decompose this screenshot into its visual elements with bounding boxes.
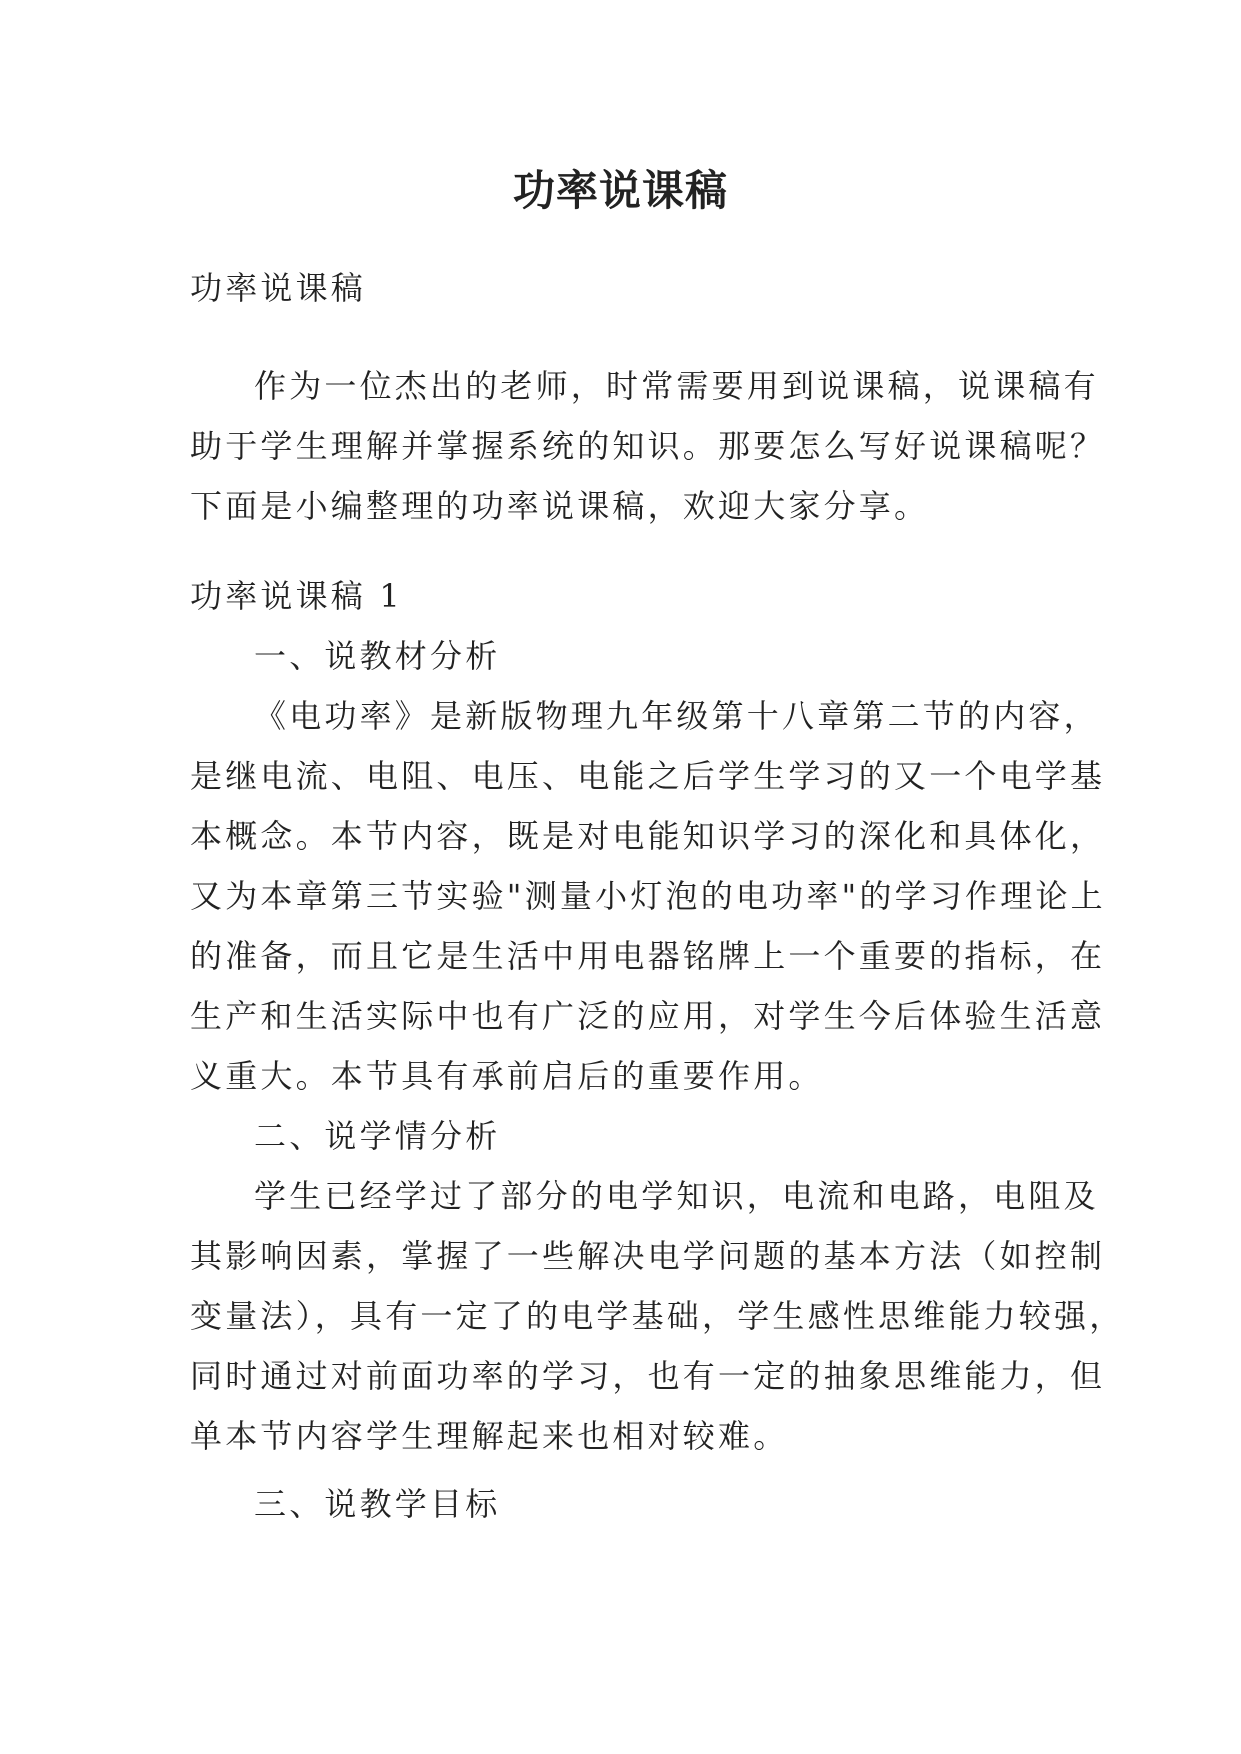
part1-line: 义重大。本节具有承前启后的重要作用。	[190, 1057, 824, 1095]
part1-line: 的准备，而且它是生活中用电器铭牌上一个重要的指标，在	[190, 937, 1106, 975]
part2-line: 其影响因素，掌握了一些解决电学问题的基本方法（如控制	[190, 1237, 1106, 1275]
intro-line: 助于学生理解并掌握系统的知识。那要怎么写好说课稿呢？	[190, 427, 1106, 465]
intro-line: 作为一位杰出的老师，时常需要用到说课稿，说课稿有	[254, 367, 1099, 405]
part1-line: 是继电流、电阻、电压、电能之后学生学习的又一个电学基	[190, 757, 1106, 795]
part2-line: 学生已经学过了部分的电学知识，电流和电路，电阻及	[254, 1177, 1099, 1215]
section1-block	[190, 566, 1125, 1534]
part1-line: 《电功率》是新版物理九年级第十八章第二节的内容，	[254, 697, 1099, 735]
document-title: 功率说课稿	[512, 166, 728, 215]
intro-line: 下面是小编整理的功率说课稿，欢迎大家分享。	[190, 487, 930, 525]
part1-line: 生产和生活实际中也有广泛的应用，对学生今后体验生活意	[190, 997, 1106, 1035]
part2-heading: 二、说学情分析	[254, 1117, 501, 1155]
part1-heading: 一、说教材分析	[254, 637, 501, 675]
part2-line: 单本节内容学生理解起来也相对较难。	[190, 1417, 789, 1455]
part1-line: 又为本章第三节实验"测量小灯泡的电功率"的学习作理论上	[190, 877, 1106, 915]
document-subtitle: 功率说课稿	[190, 269, 367, 307]
subtitle-block	[190, 258, 1070, 318]
part1-line: 本概念。本节内容，既是对电能知识学习的深化和具体化，	[190, 817, 1106, 855]
part3-heading: 三、说教学目标	[254, 1485, 501, 1523]
part2-line: 变量法），具有一定了的电学基础，学生感性思维能力较强，	[190, 1297, 1125, 1335]
intro-paragraph	[190, 356, 1106, 536]
part2-line: 同时通过对前面功率的学习，也有一定的抽象思维能力，但	[190, 1357, 1106, 1395]
section1-heading: 功率说课稿 1	[190, 577, 403, 615]
